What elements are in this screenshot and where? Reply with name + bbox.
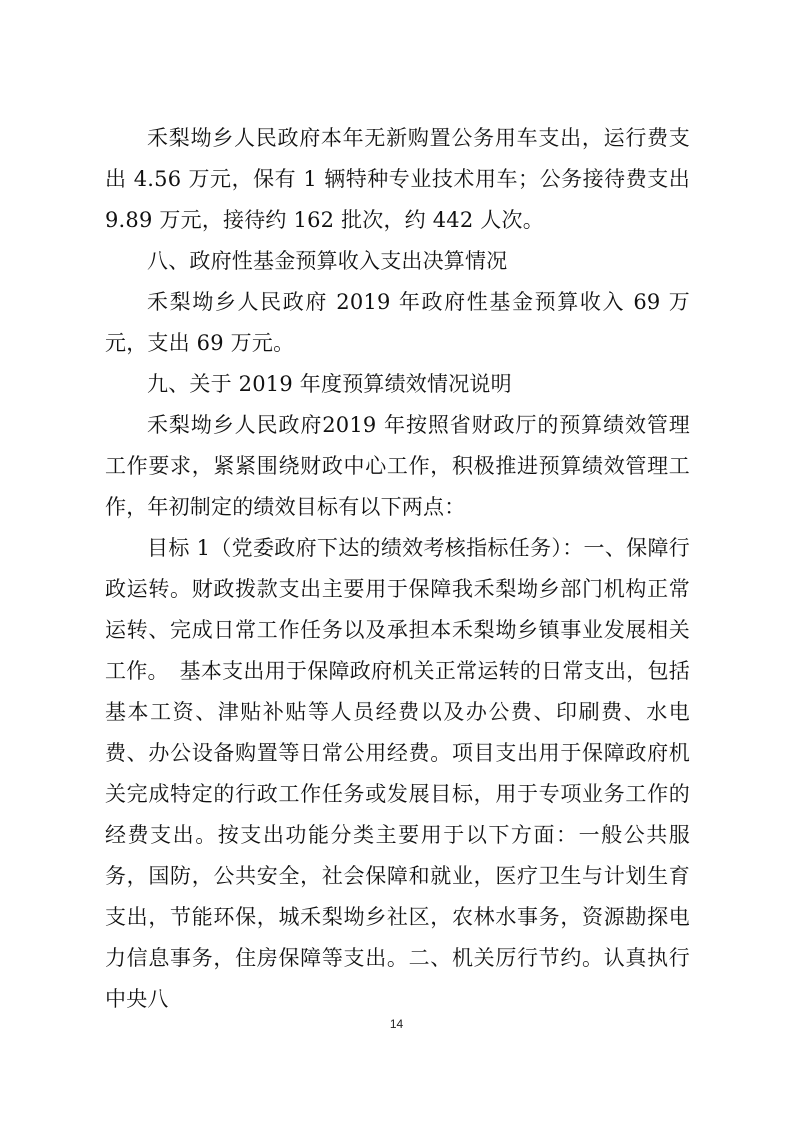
page-number: 14 — [389, 1017, 404, 1031]
paragraph-vehicle-reception: 禾梨坳乡人民政府本年无新购置公务用车支出，运行费支出 4.56 万元，保有 1 辆特种专业技术用车；公务接待费支出 9.89 万元，接待约 162 批次，约 442 人次。 — [105, 126, 690, 232]
paragraph-goal-1: 目标 1（党委政府下达的绩效考核指标任务）：一、保障行政运转。财政拨款支出主要用于保障我禾梨坳乡部门机构正常运转、完成日常工作任务以及承担本禾梨坳乡镇事业发展相关工作。 基本支出用于保障政府机关正常运转的日常支出，包括基本工资、津贴补贴等人员经费以及办公费、印刷费、水电费、办公设备购置等日常公用经费。项目支出用于保障政府机关完成特定的行政工作任务或发展目标，用于专项业务工作的经费支出。按支出功能分类主要用于以下方面：一般公共服务，国防，公共安全，社会保障和就业，医疗卫生与计划生育支出，节能环保，城禾梨坳乡社区，农林水事务，资源勘探电力信息事务，住房保障等支出。二、机关厉行节约。认真执行中央八 — [105, 536, 690, 1011]
section-heading-9: 九、关于 2019 年度预算绩效情况说明 — [147, 372, 512, 396]
paragraph-fund-budget: 禾梨坳乡人民政府 2019 年政府性基金预算收入 69 万元，支出 69 万元。 — [105, 290, 690, 355]
section-heading-8: 八、政府性基金预算收入支出决算情况 — [147, 249, 508, 273]
document-body — [105, 118, 690, 1020]
paragraph-performance-intro: 禾梨坳乡人民政府2019 年按照省财政厅的预算绩效管理工作要求，紧紧围绕财政中心工作，积极推进预算绩效管理工作，年初制定的绩效目标有以下两点： — [105, 413, 690, 519]
